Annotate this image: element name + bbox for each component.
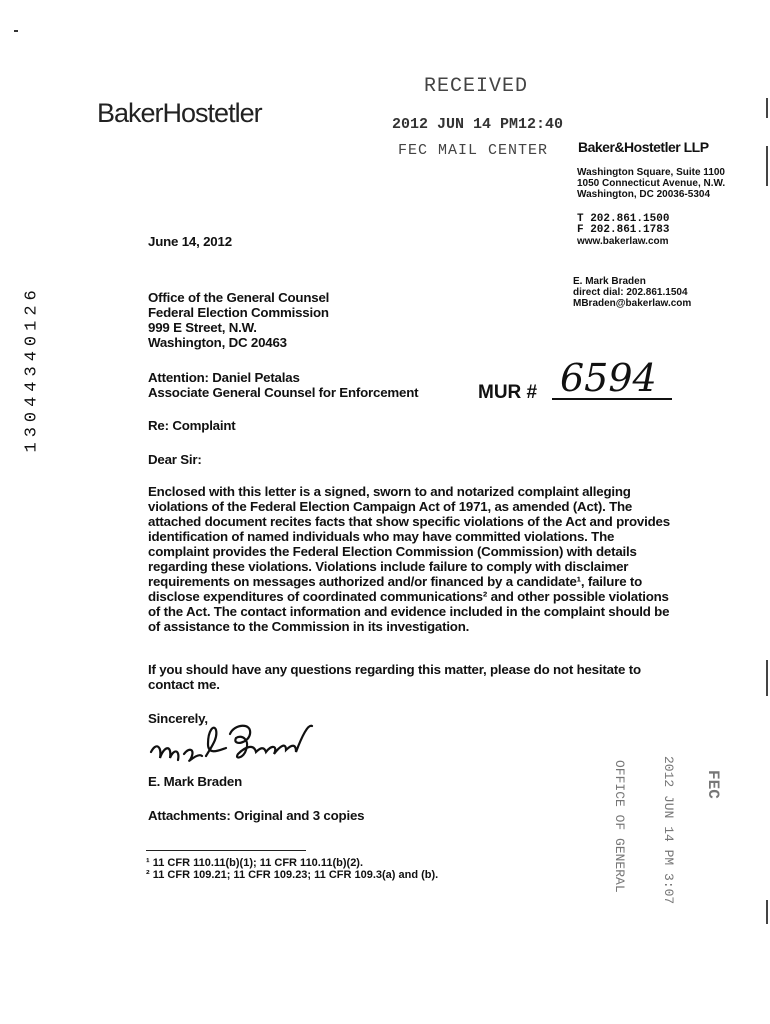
- scan-speck: [14, 30, 18, 32]
- side-stamp-office: OFFICE OF GENERAL: [612, 760, 627, 893]
- attention-title: Associate General Counsel for Enforcement: [148, 385, 419, 400]
- attachments-note: Attachments: Original and 3 copies: [148, 808, 365, 823]
- signer-name: E. Mark Braden: [148, 774, 243, 789]
- mur-number: 6594: [560, 356, 657, 400]
- firm-fax: F 202.861.1783: [577, 224, 670, 236]
- mur-underline: [552, 398, 672, 400]
- firm-address-line: Washington, DC 20036-5304: [577, 189, 711, 200]
- attention-line: Attention: Daniel Petalas: [148, 370, 300, 385]
- firm-logo: BakerHostetler: [97, 98, 262, 128]
- body-paragraph: If you should have any questions regarding this matter, please do not hesitate to contact me.: [148, 662, 641, 692]
- side-stamp-fec: FEC: [704, 770, 722, 799]
- sender-direct-dial: direct dial: 202.861.1504: [573, 287, 688, 298]
- firm-website: www.bakerlaw.com: [577, 236, 669, 247]
- firm-phone: T 202.861.1500: [577, 213, 670, 225]
- received-stamp-date: 2012 JUN 14 PM12:40: [392, 116, 564, 133]
- signature-image: [146, 716, 346, 774]
- firm-name: Baker&Hostetler LLP: [578, 139, 709, 155]
- recipient-line: Office of the General Counsel: [148, 290, 330, 305]
- recipient-line: Federal Election Commission: [148, 305, 329, 320]
- sender-name: E. Mark Braden: [573, 276, 646, 287]
- body-paragraph: Enclosed with this letter is a signed, sworn to and notarized complaint alleging violations of the Federal Election Campaign Act of 1971, as amended (Act). The attached document recites facts that show specific violations of the Act and provides identification of named individuals who may have committed violations. The complaint provides the Federal Election Commission (Commission) with details regarding these violations. Violations include failure to comply with disclaimer requirements on messages authorized and/or financed by a candidate¹, failure to disclose expenditures of coordinated communications² and other possible violations of the Act. The contact information and evidence included in the complaint should be of assistance to the Commission in its investigation.: [148, 484, 670, 634]
- scan-mark: [766, 98, 768, 118]
- sender-info: [573, 276, 691, 309]
- side-stamp-date: 2012 JUN 14 PM 3:07: [661, 756, 676, 905]
- firm-address: [577, 167, 725, 200]
- recipient-line: Washington, DC 20463: [148, 335, 287, 350]
- firm-contact: [577, 214, 669, 247]
- firm-address-line: Washington Square, Suite 1100: [577, 167, 725, 178]
- subject-line: Re: Complaint: [148, 418, 236, 433]
- received-stamp-title: RECEIVED: [424, 75, 529, 98]
- recipient-address: [148, 290, 329, 350]
- footnote-2: ² 11 CFR 109.21; 11 CFR 109.23; 11 CFR 109.3(a) and (b).: [146, 869, 439, 881]
- firm-address-line: 1050 Connecticut Avenue, N.W.: [577, 178, 726, 189]
- salutation: Dear Sir:: [148, 452, 202, 467]
- closing: Sincerely,: [148, 711, 208, 726]
- attention-block: [148, 370, 418, 400]
- document-id-number: 13044340126: [22, 285, 42, 453]
- footnote-1: ¹ 11 CFR 110.11(b)(1); 11 CFR 110.11(b)(2).: [146, 857, 364, 869]
- mur-label: MUR #: [478, 382, 538, 403]
- scan-mark: [766, 900, 768, 924]
- scan-mark: [766, 146, 768, 186]
- footnotes: [146, 857, 438, 881]
- received-stamp-mail-center: FEC MAIL CENTER: [398, 142, 549, 159]
- scan-mark: [766, 660, 768, 696]
- sender-email: MBraden@bakerlaw.com: [573, 298, 692, 309]
- footnote-divider: [146, 850, 306, 851]
- recipient-line: 999 E Street, N.W.: [148, 320, 257, 335]
- letter-date: June 14, 2012: [148, 234, 232, 249]
